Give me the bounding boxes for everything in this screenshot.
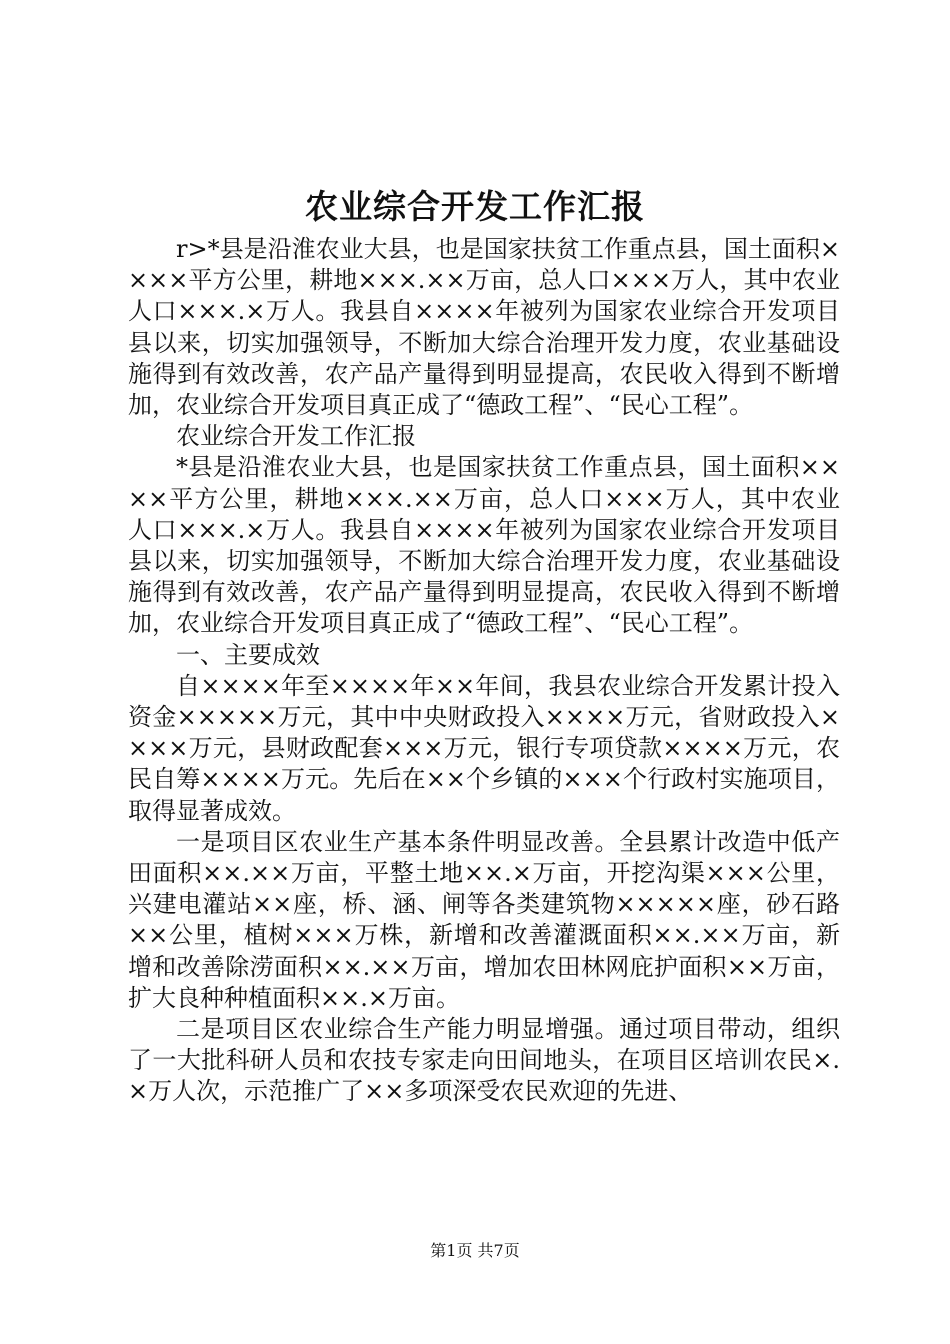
paragraph-point-two: 二是项目区农业综合生产能力明显增强。通过项目带动，组织了一大批科研人员和农技专家走向田间地头，在项目区培训农民×.×万人次，示范推广了××多项深受农民欢迎的先进、 — [128, 1015, 840, 1106]
document-body — [128, 234, 840, 1108]
paragraph-intro: r>*县是沿淮农业大县，也是国家扶贫工作重点县，国土面积××××平方公里，耕地×××.××万亩，总人口×××万人，其中农业人口×××.×万人。我县自××××年被列为国家农业综合开发项目县以来，切实加强领导，不断加大综合治理开发力度，农业基础设施得到有效改善，农产品产量得到明显提高，农民收入得到不断增加，农业综合开发项目真正成了“德政工程”、“民心工程”。 — [128, 235, 840, 420]
section-heading-main-results: 一、主要成效 — [176, 640, 320, 669]
document-title: 农业综合开发工作汇报 — [305, 187, 645, 226]
paragraph-point-one: 一是项目区农业生产基本条件明显改善。全县累计改造中低产田面积××.××万亩，平整土地××.×万亩，开挖沟渠×××公里，兴建电灌站××座，桥、涵、闸等各类建筑物×××××座，砂石路××公里，植树×××万株，新增和改善灌溉面积××.××万亩，新增和改善除涝面积××.××万亩，增加农田林网庇护面积××万亩，扩大良种种植面积××.×万亩。 — [128, 827, 840, 1012]
paragraph-intro-repeat: *县是沿淮农业大县，也是国家扶贫工作重点县，国土面积××××平方公里，耕地×××.××万亩，总人口×××万人，其中农业人口×××.×万人。我县自××××年被列为国家农业综合开发项目县以来，切实加强领导，不断加大综合治理开发力度，农业基础设施得到有效改善，农产品产量得到明显提高，农民收入得到不断增加，农业综合开发项目真正成了“德政工程”、“民心工程”。 — [128, 453, 840, 638]
page-number-footer: 第1页 共7页 — [430, 1241, 520, 1260]
paragraph-investment: 自××××年至××××年××年间，我县农业综合开发累计投入资金×××××万元，其中中央财政投入××××万元，省财政投入××××万元，县财政配套×××万元，银行专项贷款××××万元，农民自筹××××万元。先后在××个乡镇的×××个行政村实施项目，取得显著成效。 — [128, 671, 840, 825]
paragraph-subtitle: 农业综合开发工作汇报 — [176, 422, 416, 451]
